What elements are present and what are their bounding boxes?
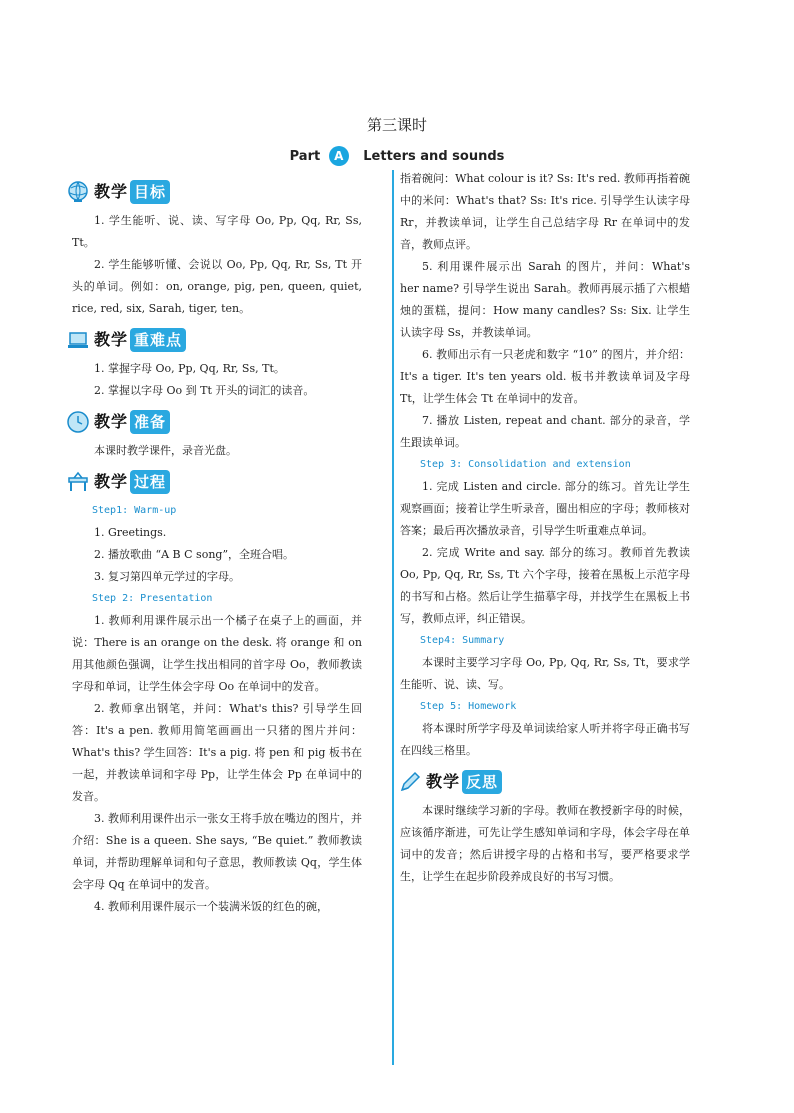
step1-label: Step1: Warm-up	[92, 505, 177, 516]
prep-1: 本课时教学课件，录音光盘。	[94, 444, 237, 457]
step4-label: Step4: Summary	[420, 635, 505, 646]
left-column	[72, 172, 362, 918]
right-continuation: 指着碗问：What colour is it? Ss: It's red. 教师再指着碗中的米问：What's that? Ss: It's rice. 引导学生认读字母 Rr，并教读单词，让学生自己总结字母 Rr 在单词中的发音，教师点评。	[400, 172, 690, 251]
part-heading	[0, 146, 794, 166]
step5-label: Step 5: Homework	[420, 701, 517, 712]
section-goal-heading: 教学 目标	[66, 176, 362, 208]
step4-item-1: 本课时主要学习字母 Oo, Pp, Qq, Rr, Ss, Tt，要求学生能听、说、读、写。	[400, 656, 690, 691]
step3-label: Step 3: Consolidation and extension	[420, 459, 631, 470]
step2-item-6: 6. 教师出示有一只老虎和数字 “10” 的图片，并介绍：It's a tiger. It's ten years old. 板书并教读单词及字母 Tt，让学生体会 Tt 在单词中的发音。	[400, 348, 690, 405]
goal-1: 1. 学生能听、说、读、写字母 Oo, Pp, Qq, Rr, Ss, Tt。	[72, 214, 362, 249]
clock-icon	[66, 410, 90, 434]
step2-item-2: 2. 教师拿出钢笔，并问：What's this? 引导学生回答：It's a pen. 教师用简笔画画出一只猪的图片并问：What's this? 学生回答：It's a pig. 将 pen 和 pig 板书在一起，并教读单词和字母 Pp，让学生体会 Pp 在单词中的发音。	[72, 702, 362, 803]
key-1: 1. 掌握字母 Oo, Pp, Qq, Rr, Ss, Tt。	[94, 362, 285, 375]
part-prefix: Part	[289, 149, 321, 164]
step1-item-1: 1. Greetings.	[94, 526, 167, 539]
part-name: Letters and sounds	[363, 149, 505, 164]
step1-item-3: 3. 复习第四单元学过的字母。	[94, 570, 240, 583]
reflect-1: 本课时继续学习新的字母。教师在教授新字母的时候，应该循序渐进，可先让学生感知单词和字母，体会字母在单词中的发音；然后讲授字母的占格和书写，要严格要求学生，让学生在起步阶段养成良好的书写习惯。	[400, 804, 690, 883]
step2-item-4: 4. 教师利用课件展示一个装满米饭的红色的碗，	[94, 900, 328, 913]
step2-item-5: 5. 利用课件展示出 Sarah 的图片，并问：What's her name? 引导学生说出 Sarah。教师再展示插了六根蜡烛的蛋糕，提问：How many candles? Ss: Six. 让学生认读字母 Ss，并教读单词。	[400, 260, 690, 339]
step5-item-1: 将本课时所学字母及单词读给家人听并将字母正确书写在四线三格里。	[400, 722, 690, 757]
goal-2: 2. 学生能够听懂、会说以 Oo, Pp, Qq, Rr, Ss, Tt 开头的单词。例如：on, orange, pig, pen, queen, quiet, rice, red, six, Sarah, tiger, ten。	[72, 258, 362, 315]
step2-item-1: 1. 教师利用课件展示出一个橘子在桌子上的画面，并说：There is an orange on the desk. 将 orange 和 on 用其他颜色强调，让学生找出相同的首字母 Oo，教师教读字母和单词，让学生体会字母 Oo 在单词中的发音。	[72, 614, 362, 693]
section-prep-heading: 教学 准备	[66, 406, 362, 438]
column-divider	[392, 170, 394, 1065]
key-2: 2. 掌握以字母 Oo 到 Tt 开头的词汇的读音。	[94, 384, 315, 397]
pencil-icon	[398, 770, 422, 794]
part-letter-badge: A	[329, 146, 349, 166]
step3-item-1: 1. 完成 Listen and circle. 部分的练习。首先让学生观察画面；接着让学生听录音，圈出相应的字母；教师核对答案；最后再次播放录音，引导学生听重难点单词。	[400, 480, 690, 537]
globe-icon	[66, 180, 90, 204]
section-reflect-heading: 教学 反思	[398, 766, 690, 798]
section-process-heading: 教学 过程	[66, 466, 362, 498]
step3-item-2: 2. 完成 Write and say. 部分的练习。教师首先教读 Oo, Pp, Qq, Rr, Ss, Tt 六个字母，接着在黑板上示范字母的书写和占格。然后让学生描摹字母，并找学生在黑板上书写，教师点评，纠正错误。	[400, 546, 690, 625]
step2-item-7: 7. 播放 Listen, repeat and chant. 部分的录音，学生跟读单词。	[400, 414, 690, 449]
desk-icon	[66, 470, 90, 494]
page-title: 第三课时	[366, 116, 427, 134]
step1-item-2: 2. 播放歌曲 “A B C song”，全班合唱。	[94, 548, 295, 561]
step2-item-3: 3. 教师利用课件出示一张女王将手放在嘴边的图片，并介绍：She is a queen. She says, “Be quiet.” 教师教读单词，并帮助理解单词和句子意思，教师教读 Qq，学生体会字母 Qq 在单词中的发音。	[72, 812, 362, 891]
section-key-heading: 教学 重难点	[66, 324, 362, 356]
right-column	[400, 168, 690, 888]
step2-label: Step 2: Presentation	[92, 593, 213, 604]
laptop-icon	[66, 328, 90, 352]
